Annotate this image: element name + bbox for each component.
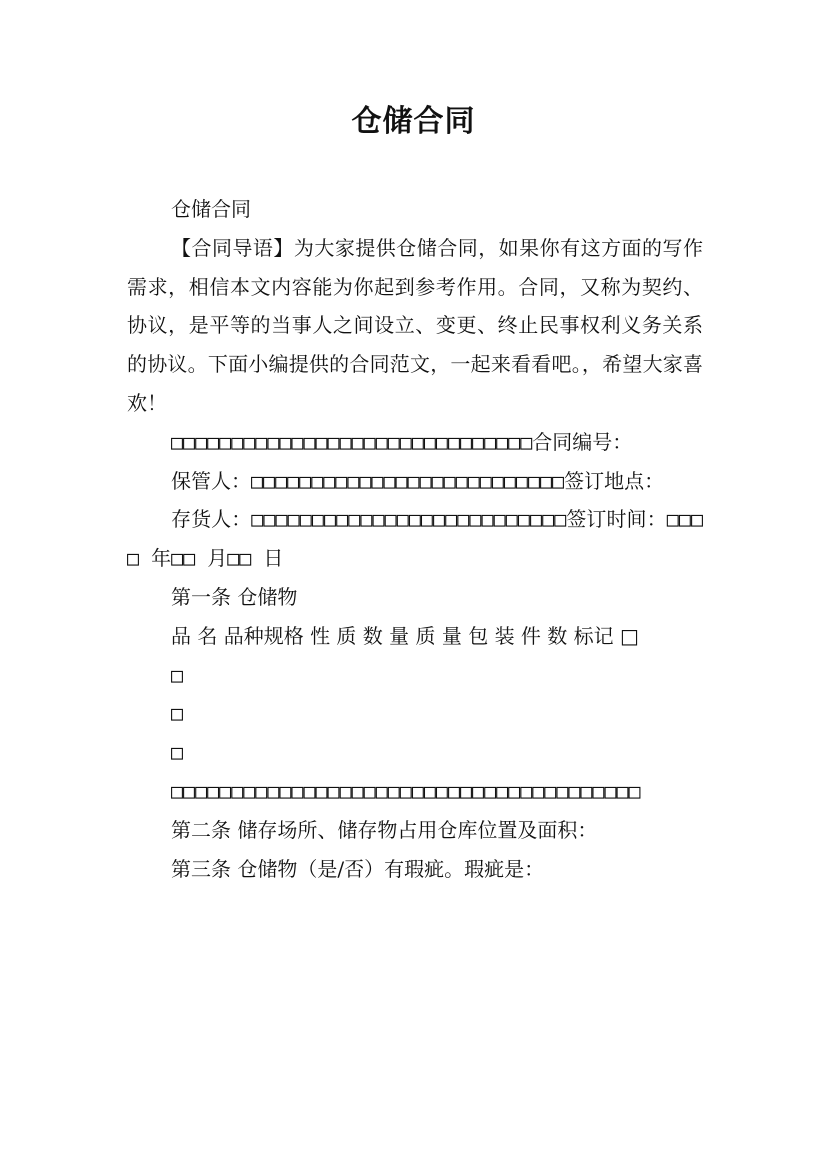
paragraph-heading: 仓储合同: [171, 197, 251, 221]
paragraph-article-1: 第一条 仓储物: [171, 584, 298, 609]
paragraph-blank-3: □: [171, 740, 184, 765]
paragraph-blank-2: □: [171, 701, 184, 726]
paragraph-goods-fields: 品 名 品种规格 性 质 数 量 质 量 包 装 件 数 标记 □: [171, 623, 639, 648]
paragraph-article-2: 第二条 储存场所、储存物占用仓库位置及面积：: [171, 817, 598, 842]
paragraph-blank-1: □: [171, 662, 184, 687]
paragraph-contract-number: □□□□□□□□□□□□□□□□□□□□□□□□□□□□□□合同编号：: [171, 429, 633, 454]
paragraph-depositor: 存货人：□□□□□□□□□□□□□□□□□□□□□□□□□□签订时间：□□□□ 年□□ 月□□ 日: [127, 507, 703, 571]
document-title: 仓储合同: [351, 104, 476, 139]
paragraph-custodian: 保管人：□□□□□□□□□□□□□□□□□□□□□□□□□□签订地点：: [171, 468, 665, 493]
paragraph-intro: 【合同导语】为大家提供仓储合同，如果你有这方面的写作需求，相信本文内容能为你起到参考作用。合同，又称为契约、协议，是平等的当事人之间设立、变更、终止民事权利义务关系的协议。下面小编提供的合同范文，一起来看看吧。，希望大家喜欢！: [127, 235, 703, 415]
paragraph-blank-long: □□□□□□□□□□□□□□□□□□□□□□□□□□□□□□□□□□□□□□□: [171, 778, 641, 803]
document-body: [127, 190, 703, 888]
paragraph-article-3: 第三条 仓储物（是/否）有瑕疵。瑕疵是：: [171, 856, 545, 881]
